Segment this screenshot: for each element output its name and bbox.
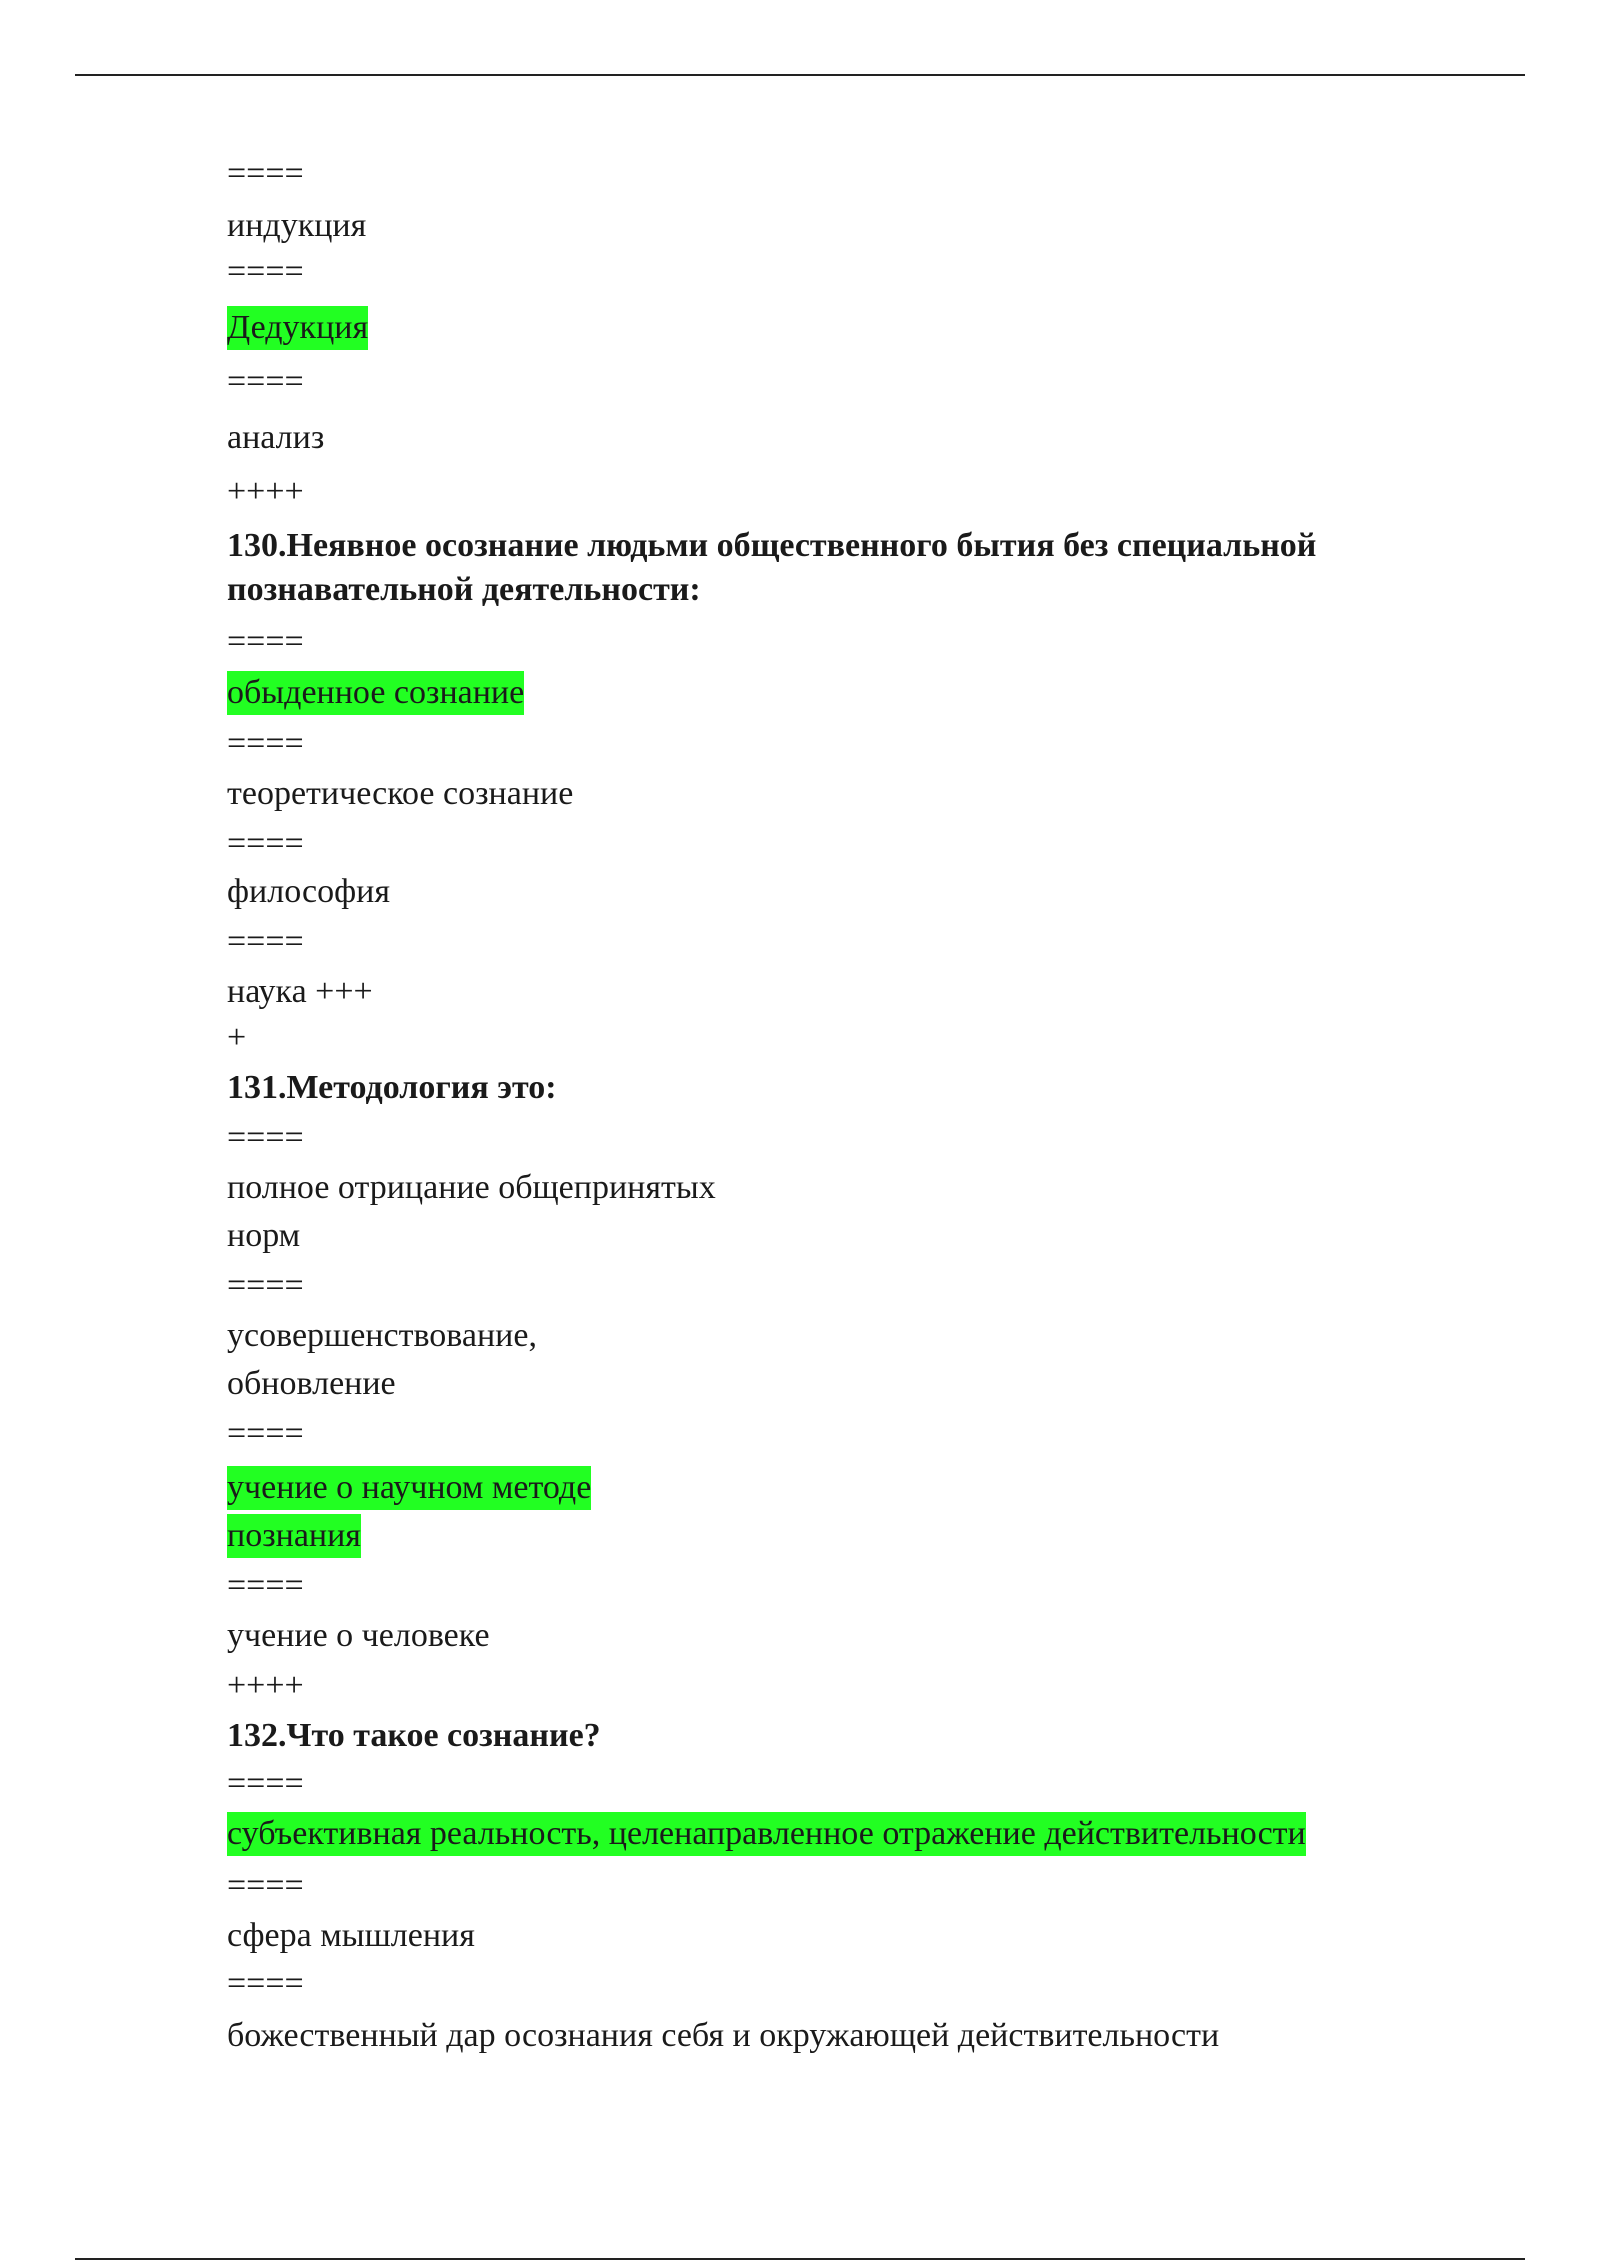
separator: ==== bbox=[227, 1567, 304, 1604]
separator: ==== bbox=[227, 1765, 304, 1802]
separator: ==== bbox=[227, 253, 304, 290]
separator: ==== bbox=[227, 155, 304, 192]
answer-option: философия bbox=[227, 873, 390, 910]
separator: ==== bbox=[227, 1965, 304, 2002]
separator: ==== bbox=[227, 725, 304, 762]
answer-option: учение о человеке bbox=[227, 1617, 490, 1654]
correct-answer-highlight-continued: познания bbox=[227, 1514, 361, 1558]
answer-option: анализ bbox=[227, 419, 325, 456]
answer-option: сфера мышления bbox=[227, 1917, 475, 1954]
answer-option: наука +++ bbox=[227, 973, 373, 1010]
answer-option-continued: обновление bbox=[227, 1365, 396, 1402]
correct-answer-highlight: субъективная реальность, целенаправленное отражение действительности bbox=[227, 1812, 1306, 1856]
separator: ==== bbox=[227, 363, 304, 400]
answer-option: усовершенствование, bbox=[227, 1317, 537, 1354]
question-title: 132.Что такое сознание? bbox=[227, 1717, 601, 1754]
question-title-continued: познавательной деятельности: bbox=[227, 571, 701, 608]
header-rule bbox=[75, 74, 1525, 76]
separator: ==== bbox=[227, 623, 304, 660]
separator: ==== bbox=[227, 825, 304, 862]
correct-answer-highlight: обыденное сознание bbox=[227, 671, 524, 715]
answer-option: индукция bbox=[227, 207, 367, 244]
separator: ==== bbox=[227, 923, 304, 960]
answer-option: божественный дар осознания себя и окружающей действительности bbox=[227, 2017, 1220, 2054]
question-title: 130.Неявное осознание людьми общественного бытия без специальной bbox=[227, 527, 1317, 564]
question-end-marker: ++++ bbox=[227, 1667, 304, 1704]
separator: ==== bbox=[227, 1867, 304, 1904]
footer-rule bbox=[75, 2258, 1525, 2260]
question-end-marker: + bbox=[227, 1019, 247, 1056]
question-title: 131.Методология это: bbox=[227, 1069, 557, 1106]
answer-option-continued: норм bbox=[227, 1217, 301, 1254]
correct-answer-highlight: Дедукция bbox=[227, 306, 368, 350]
correct-answer-highlight: учение о научном методе bbox=[227, 1466, 591, 1510]
answer-option: полное отрицание общепринятых bbox=[227, 1169, 716, 1206]
separator: ==== bbox=[227, 1119, 304, 1156]
question-end-marker: ++++ bbox=[227, 473, 304, 510]
separator: ==== bbox=[227, 1267, 304, 1304]
separator: ==== bbox=[227, 1415, 304, 1452]
answer-option: теоретическое сознание bbox=[227, 775, 574, 812]
